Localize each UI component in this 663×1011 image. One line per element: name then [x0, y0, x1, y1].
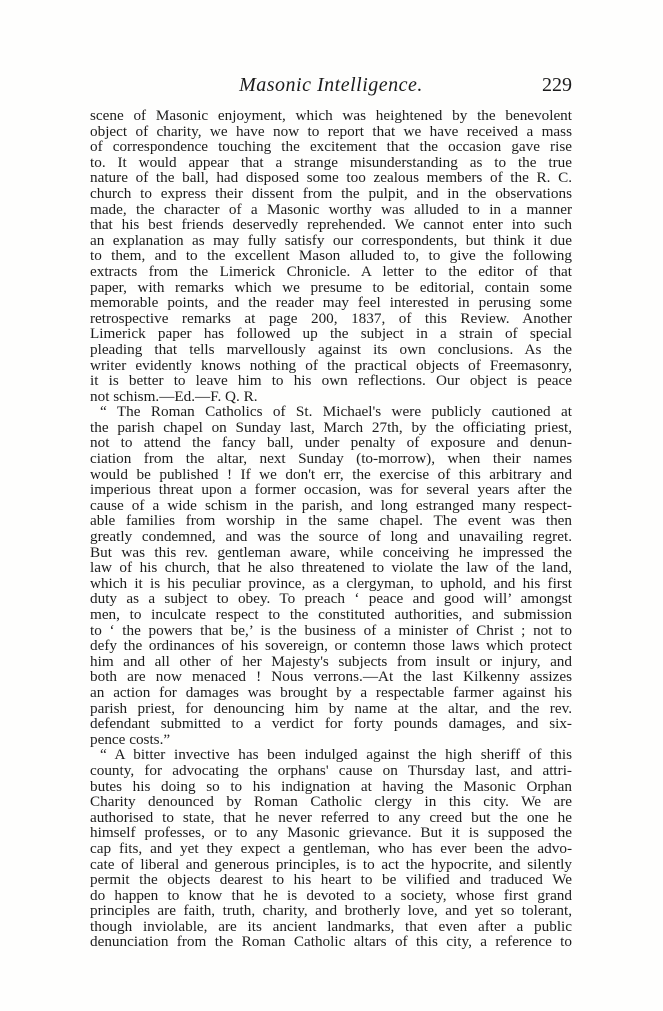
- text-line: nature of the ball, had disposed some too zealous members of the R. C.: [90, 170, 572, 186]
- text-line: cap fits, and yet they expect a gentleman, who has ever been the advo-: [90, 840, 572, 857]
- text-line: of correspondence touching the excitement that the occasion gave rise: [90, 139, 572, 155]
- text-line: authorised to state, that he never referred to any creed but the one he: [90, 809, 572, 826]
- running-title: Masonic Intelligence.: [239, 74, 423, 96]
- text-line: writer evidently knows nothing of the practical objects of Freemasonry,: [90, 357, 572, 374]
- text-line: pleading that tells marvellously against its own conclusions. As the: [90, 341, 572, 358]
- text-line: extracts from the Limerick Chronicle. A letter to the editor of that: [90, 263, 572, 280]
- text-line: an explanation as may fully satisfy our correspondents, but think it due: [90, 232, 572, 249]
- text-line: an action for damages was brought by a respectable farmer against his: [90, 684, 572, 701]
- text-line: not schism.—Ed.—F. Q. R.: [90, 388, 258, 405]
- text-line: ciation from the altar, next Sunday (to-morrow), when their names: [90, 451, 572, 467]
- text-line: greatly condemned, and was the source of long and unavailing regret.: [90, 529, 572, 545]
- text-line: Limerick paper has followed up the subject in a strain of special: [90, 326, 572, 342]
- text-line: made, the character of a Masonic worthy was alluded to in a manner: [90, 201, 572, 218]
- text-line: scene of Masonic enjoyment, which was heightened by the benevolent: [90, 108, 572, 124]
- text-line: able families from worship in the same chapel. The event was then: [90, 513, 572, 530]
- text-line: men, to inculcate respect to the constituted authorities, and submission: [90, 607, 572, 623]
- text-line: not to attend the fancy ball, under penalty of exposure and denun-: [90, 435, 572, 452]
- text-line: But was this rev. gentleman aware, while conceiving he impressed the: [90, 544, 572, 561]
- text-line: that his best friends deservedly reprehended. We cannot enter into such: [90, 217, 572, 233]
- text-line: county, for advocating the orphans' cause on Thursday last, and attri-: [90, 762, 572, 779]
- page-number: 229: [542, 74, 572, 96]
- text-line: church to express their dissent from the pulpit, and in the observations: [90, 185, 572, 202]
- text-line: the parish chapel on Sunday last, March 27th, by the officiating priest,: [90, 419, 572, 436]
- text-line: himself professes, or to any Masonic grievance. But it is supposed the: [90, 825, 572, 841]
- text-line: permit the objects dearest to his heart to be vilified and traduced We: [90, 872, 572, 888]
- text-line: though inviolable, are its ancient landmarks, that even after a public: [90, 918, 572, 935]
- text-line: do happen to know that he is devoted to a society, whose first grand: [90, 887, 572, 904]
- text-line: duty as a subject to obey. To preach ‘ peace and good will’ amongst: [90, 591, 572, 607]
- text-line: “ The Roman Catholics of St. Michael's were publicly cautioned at: [100, 404, 572, 420]
- text-line: butes his doing so to his indignation at having the Masonic Orphan: [90, 778, 572, 795]
- body-text: [90, 108, 572, 950]
- text-line: pence costs.”: [90, 731, 171, 748]
- text-line: both are now menaced ! Nous verrons.—At the last Kilkenny assizes: [90, 669, 572, 685]
- running-head: [90, 74, 572, 100]
- text-line: defendant submitted to a verdict for forty pounds damages, and six-: [90, 716, 572, 732]
- text-line: Charity denounced by Roman Catholic clergy in this city. We are: [90, 794, 572, 810]
- text-line: to ‘ the powers that be,’ is the business of a minister of Christ ; not to: [90, 622, 572, 639]
- text-line: law of his church, that he also threatened to violate the law of the land,: [90, 560, 572, 576]
- text-line: denunciation from the Roman Catholic altars of this city, a reference to: [90, 934, 572, 951]
- text-line: to. It would appear that a strange misunderstanding as to the true: [90, 154, 572, 171]
- text-line: principles are faith, truth, charity, and brotherly love, and yet so tolerant,: [90, 903, 572, 919]
- text-line: retrospective remarks at page 200, 1837, of this Review. Another: [90, 310, 572, 327]
- text-line: to them, and to the excellent Mason alluded to, to give the following: [90, 248, 572, 264]
- text-line: paper, with remarks which we presume to be editorial, contain some: [90, 279, 572, 296]
- text-line: defy the ordinances of his sovereign, or contemn those laws which protect: [90, 638, 572, 654]
- text-line: memorable points, and the reader may feel interested in perusing some: [90, 295, 572, 311]
- text-line: it is better to leave him to his own reflections. Our object is peace: [90, 373, 572, 389]
- text-line: imperious threat upon a former occasion, was for several years after the: [90, 482, 572, 498]
- text-line: “ A bitter invective has been indulged against the high sheriff of this: [100, 747, 572, 763]
- text-line: parish priest, for denouncing him by name at the altar, and the rev.: [90, 700, 572, 717]
- text-line: him and all other of her Majesty's subjects from insult or injury, and: [90, 653, 572, 670]
- text-line: cause of a wide schism in the parish, and long estranged many respect-: [90, 497, 572, 514]
- text-line: would be published ! If we don't err, the exercise of this arbitrary and: [90, 466, 572, 483]
- text-line: object of charity, we have now to report that we have received a mass: [90, 123, 572, 140]
- text-line: cate of liberal and generous principles, is to act the hypocrite, and silently: [90, 856, 572, 873]
- text-line: which it is his peculiar province, as a clergyman, to uphold, and his first: [90, 575, 572, 592]
